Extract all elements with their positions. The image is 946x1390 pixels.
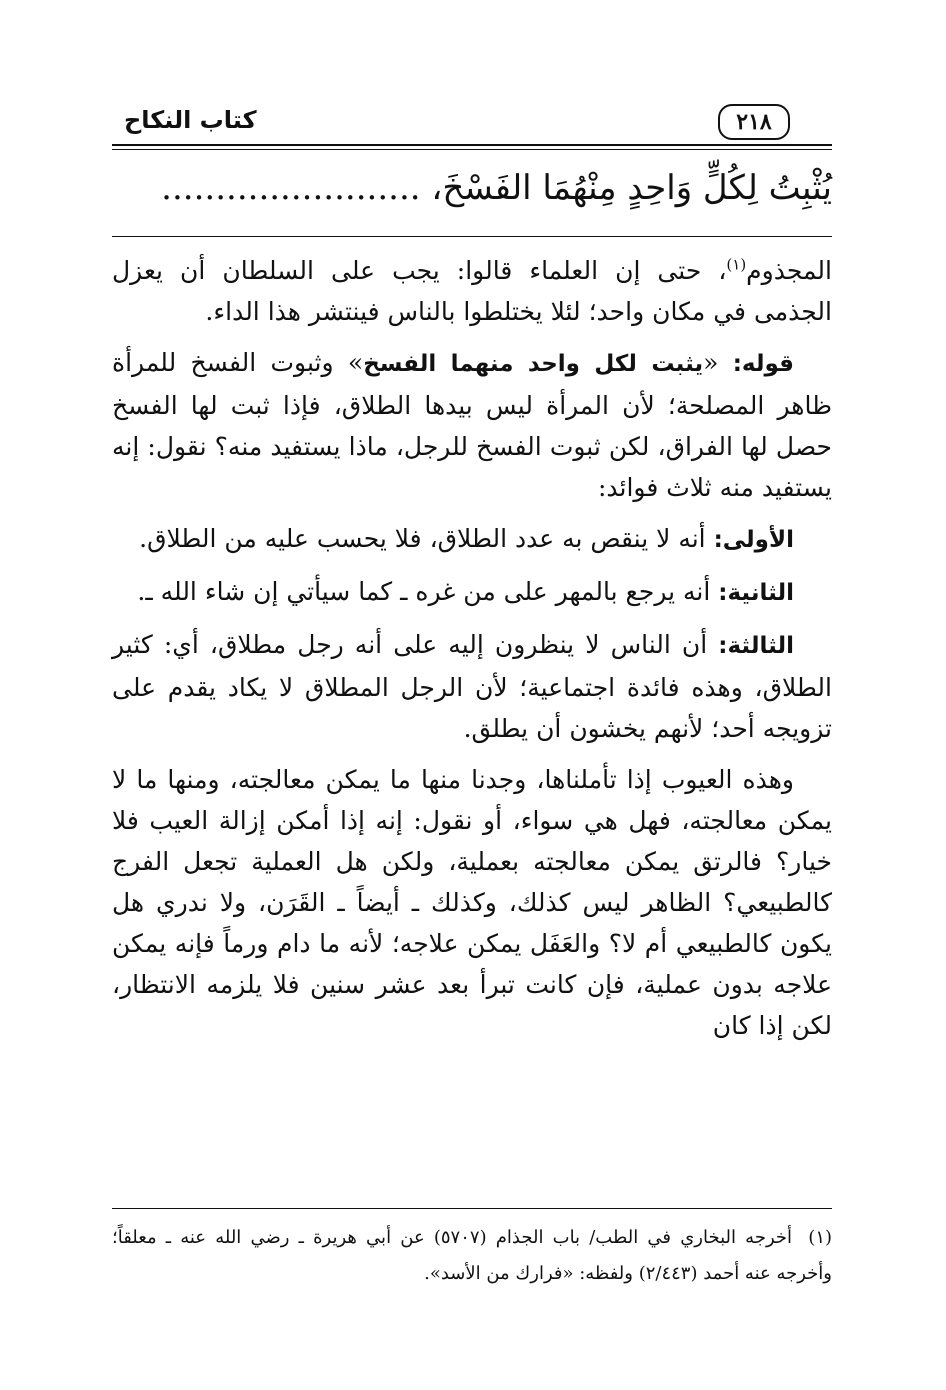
header-rule-thick xyxy=(112,144,832,146)
paragraph-2 xyxy=(112,342,832,508)
footnote-reference: (١) xyxy=(726,255,747,274)
paragraph-5 xyxy=(112,624,832,749)
p5-text: أن الناس لا ينظرون إليه على أنه رجل مطلاق، أي: كثير الطلاق، وهذه فائدة اجتماعية؛ لأن الرجل المطلاق لا يكاد يقدم على تزويجه أحد؛ لأنهم يخشون أن يطلق. xyxy=(112,630,832,743)
p2-quote-open: « xyxy=(703,348,733,377)
footnote-rule xyxy=(112,1208,832,1209)
commentary-body xyxy=(112,250,832,1205)
header-rule-thin xyxy=(112,149,832,150)
p4-text: أنه يرجع بالمهر على من غره ـ كما سيأتي إن شاء الله ـ. xyxy=(137,577,719,606)
p2-text: » وثبوت الفسخ للمرأة ظاهر المصلحة؛ لأن المرأة ليس بيدها الطلاق، فإذا ثبت لها الفسخ حصل لها الفراق، لكن ثبوت الفسخ للرجل، ماذا يستفيد منه؟ نقول: إنه يستفيد منه ثلاث فوائد: xyxy=(112,348,832,502)
paragraph-3 xyxy=(112,518,832,561)
footnote xyxy=(112,1220,832,1300)
p6-text: وهذه العيوب إذا تأملناها، وجدنا منها ما يمكن معالجته، ومنها ما لا يمكن معالجته، فهل هي سواء، أو نقول: إنه إذا أمكن إزالة العيب فلا خيار؟ فالرتق يمكن معالجته بعملية، ولكن هل العملية تجعل الفرج كالطبيعي؟ الظاهر ليس كذلك، وكذلك ـ أيضاً ـ القَرَن، ولا ندري هل يكون كالطبيعي أم لا؟ والعَفَل يمكن علاجه؛ لأنه ما دام ورماً فإنه يمكن علاجه بدون عملية، فإن كانت تبرأ بعد عشر سنين فلا يلزمه الانتظار، لكن إذا كان xyxy=(112,765,832,1040)
matn-line: يُثْبِتُ لِكُلٍّ وَاحِدٍ مِنْهُمَا الفَسْخَ، ........................ xyxy=(161,168,832,208)
matn-rule xyxy=(112,236,832,237)
running-header xyxy=(112,104,832,154)
page-number: ٢١٨ xyxy=(718,104,790,140)
p2-lead: قوله: xyxy=(732,351,794,377)
p5-lead: الثالثة: xyxy=(718,633,794,659)
paragraph-4 xyxy=(112,571,832,614)
paragraph-1 xyxy=(112,250,832,332)
p1-after: ، حتى إن العلماء قالوا: يجب على السلطان أن يعزل الجذمى في مكان واحد؛ لئلا يختلطوا بالناس فينتشر هذا الداء. xyxy=(112,256,832,326)
paragraph-6 xyxy=(112,759,832,1046)
p3-text: أنه لا ينقص به عدد الطلاق، فلا يحسب عليه من الطلاق. xyxy=(139,524,714,553)
p1-before: المجذوم xyxy=(746,256,832,285)
p3-lead: الأولى: xyxy=(713,527,794,553)
book-title: كتاب النكاح xyxy=(118,106,263,134)
footnote-text: أخرجه البخاري في الطب/ باب الجذام (٥٧٠٧) عن أبي هريرة ـ رضي الله عنه ـ معلقاً؛ وأخرجه عنه أحمد (٢/٤٤٣) ولفظه: «فرارك من الأسد». xyxy=(112,1227,832,1284)
p2-quote: يثبت لكل واحد منهما الفسخ xyxy=(363,351,704,377)
p4-lead: الثانية: xyxy=(718,580,794,606)
footnote-marker: (١) xyxy=(808,1227,833,1248)
